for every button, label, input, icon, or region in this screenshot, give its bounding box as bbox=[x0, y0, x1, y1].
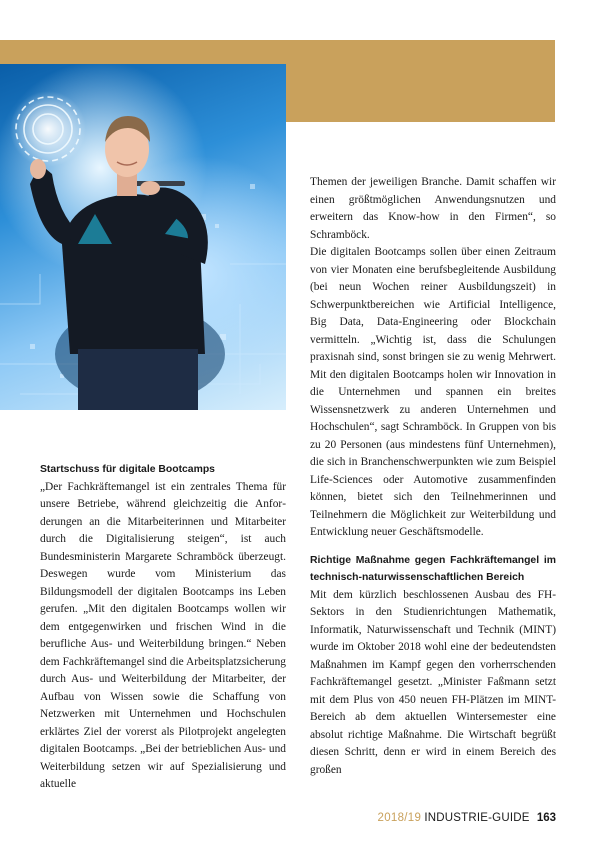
section-heading-mint: Richtige Maßnahme gegen Fachkräftemangel im technisch-naturwissenschaftlichen Bereich bbox=[310, 554, 556, 583]
footer-guide-title: INDUSTRIE-GUIDE bbox=[424, 812, 530, 824]
footer-year: 2018/19 bbox=[377, 812, 422, 824]
header-accent-block bbox=[286, 64, 555, 122]
page-number: 163 bbox=[536, 812, 556, 824]
right-body-paragraph-3: Mit dem kürzlich beschlossenen Ausbau des FH-Sektors in den Studienrichtungen Mathematik, Informatik, Naturwissenschaft und Technik (MINT) wurde im Oktober 2018 wohl eine der bedeutendsten Maßnahmen im Kampf gegen den vorherrschenden Fachkräftemangel gesetzt. „Minister Faßmann setzt mit dem Plus von 450 neuen FH-Plätzen im MINT-Bereich ab dem aktuellen Wintersemester eine absolut richtige Maßnahme. Die Wirtschaft begrüßt diesen Schritt, denn er wird in einem Bereich des großen bbox=[310, 588, 556, 776]
man-touching-digital-interface-icon bbox=[0, 64, 286, 410]
left-body-paragraph: „Der Fachkräftemangel ist ein zentrales Thema für unsere Betriebe, während gleichzeitig die Anforderungen an die Mitarbeiterinnen und Mitarbeiter durch die Digitalisierung steigen“, ist auch Bundesministerin Margarete Schramböck überzeugt. Deswegen wurde vom Ministerium das Bildungsmodell der digitalen Bootcamps ins Leben gerufen. „Mit den digitalen Bootcamps wollen wir dem entgegenwirken und frischen Wind in die berufliche Aus- und Weiterbildung bringen.“ Neben dem Fachkräftemangel sind die Arbeitsplatzsicherung durch Aus- und Weiterbildung der Mitarbeiter, der Aufbau von Wissen sowie die Schaffung von Netzwerken mit Unternehmen und Hochschulen erklärtes Ziel der vorerst als Pilotprojekt angelegten digitalen Bootcamps. „Bei der betrieblichen Aus- und Weiterbildung setzen wir auf Spezialisierung und aktuelle bbox=[40, 480, 286, 790]
article-photo bbox=[0, 64, 286, 410]
section-heading-bootcamps: Startschuss für digitale Bootcamps bbox=[40, 464, 215, 475]
page-footer bbox=[344, 812, 556, 830]
right-body-paragraph-1: Themen der jeweiligen Branche. Damit schaffen wir einen größtmöglichen Anwendungsnutzen und erweitern das Know-how in den Firmen“, so Schramböck. bbox=[310, 176, 556, 241]
header-accent-bar bbox=[0, 40, 555, 64]
right-body-paragraph-2: Die digitalen Bootcamps sollen über einen Zeitraum von vier Monaten eine berufsbegleitende Ausbildung (bei neun Wochen reiner Ausbildungszeit) in Schwerpunktbereichen wie Artificial Intelligence, Big Data, Data-Engineering oder Blockchain vermitteln. „Wichtig ist, dass die Schulungen praxisnah sind, sonst bringen sie zu wenig Mehrwert. Mit den digitalen Bootcamps holen wir Innovation in die Unternehmen und spannen ein breites Wissensnetzwerk zu anderen Unternehmen und Hochschulen“, sagt Schramböck. In Gruppen von bis zu 20 Personen (aus mindestens fünf Unternehmen), die sich in Branchenschwerpunkten wie zum Beispiel Life-Sciences oder Automotive zusammenfinden können, bietet sich den Teilnehmerinnen und Teilnehmern die Möglichkeit zur Weiterbildung und Entwicklung neuer Geschäftsmodelle. bbox=[310, 246, 556, 538]
left-text-column bbox=[40, 461, 286, 794]
right-text-column bbox=[310, 174, 556, 779]
